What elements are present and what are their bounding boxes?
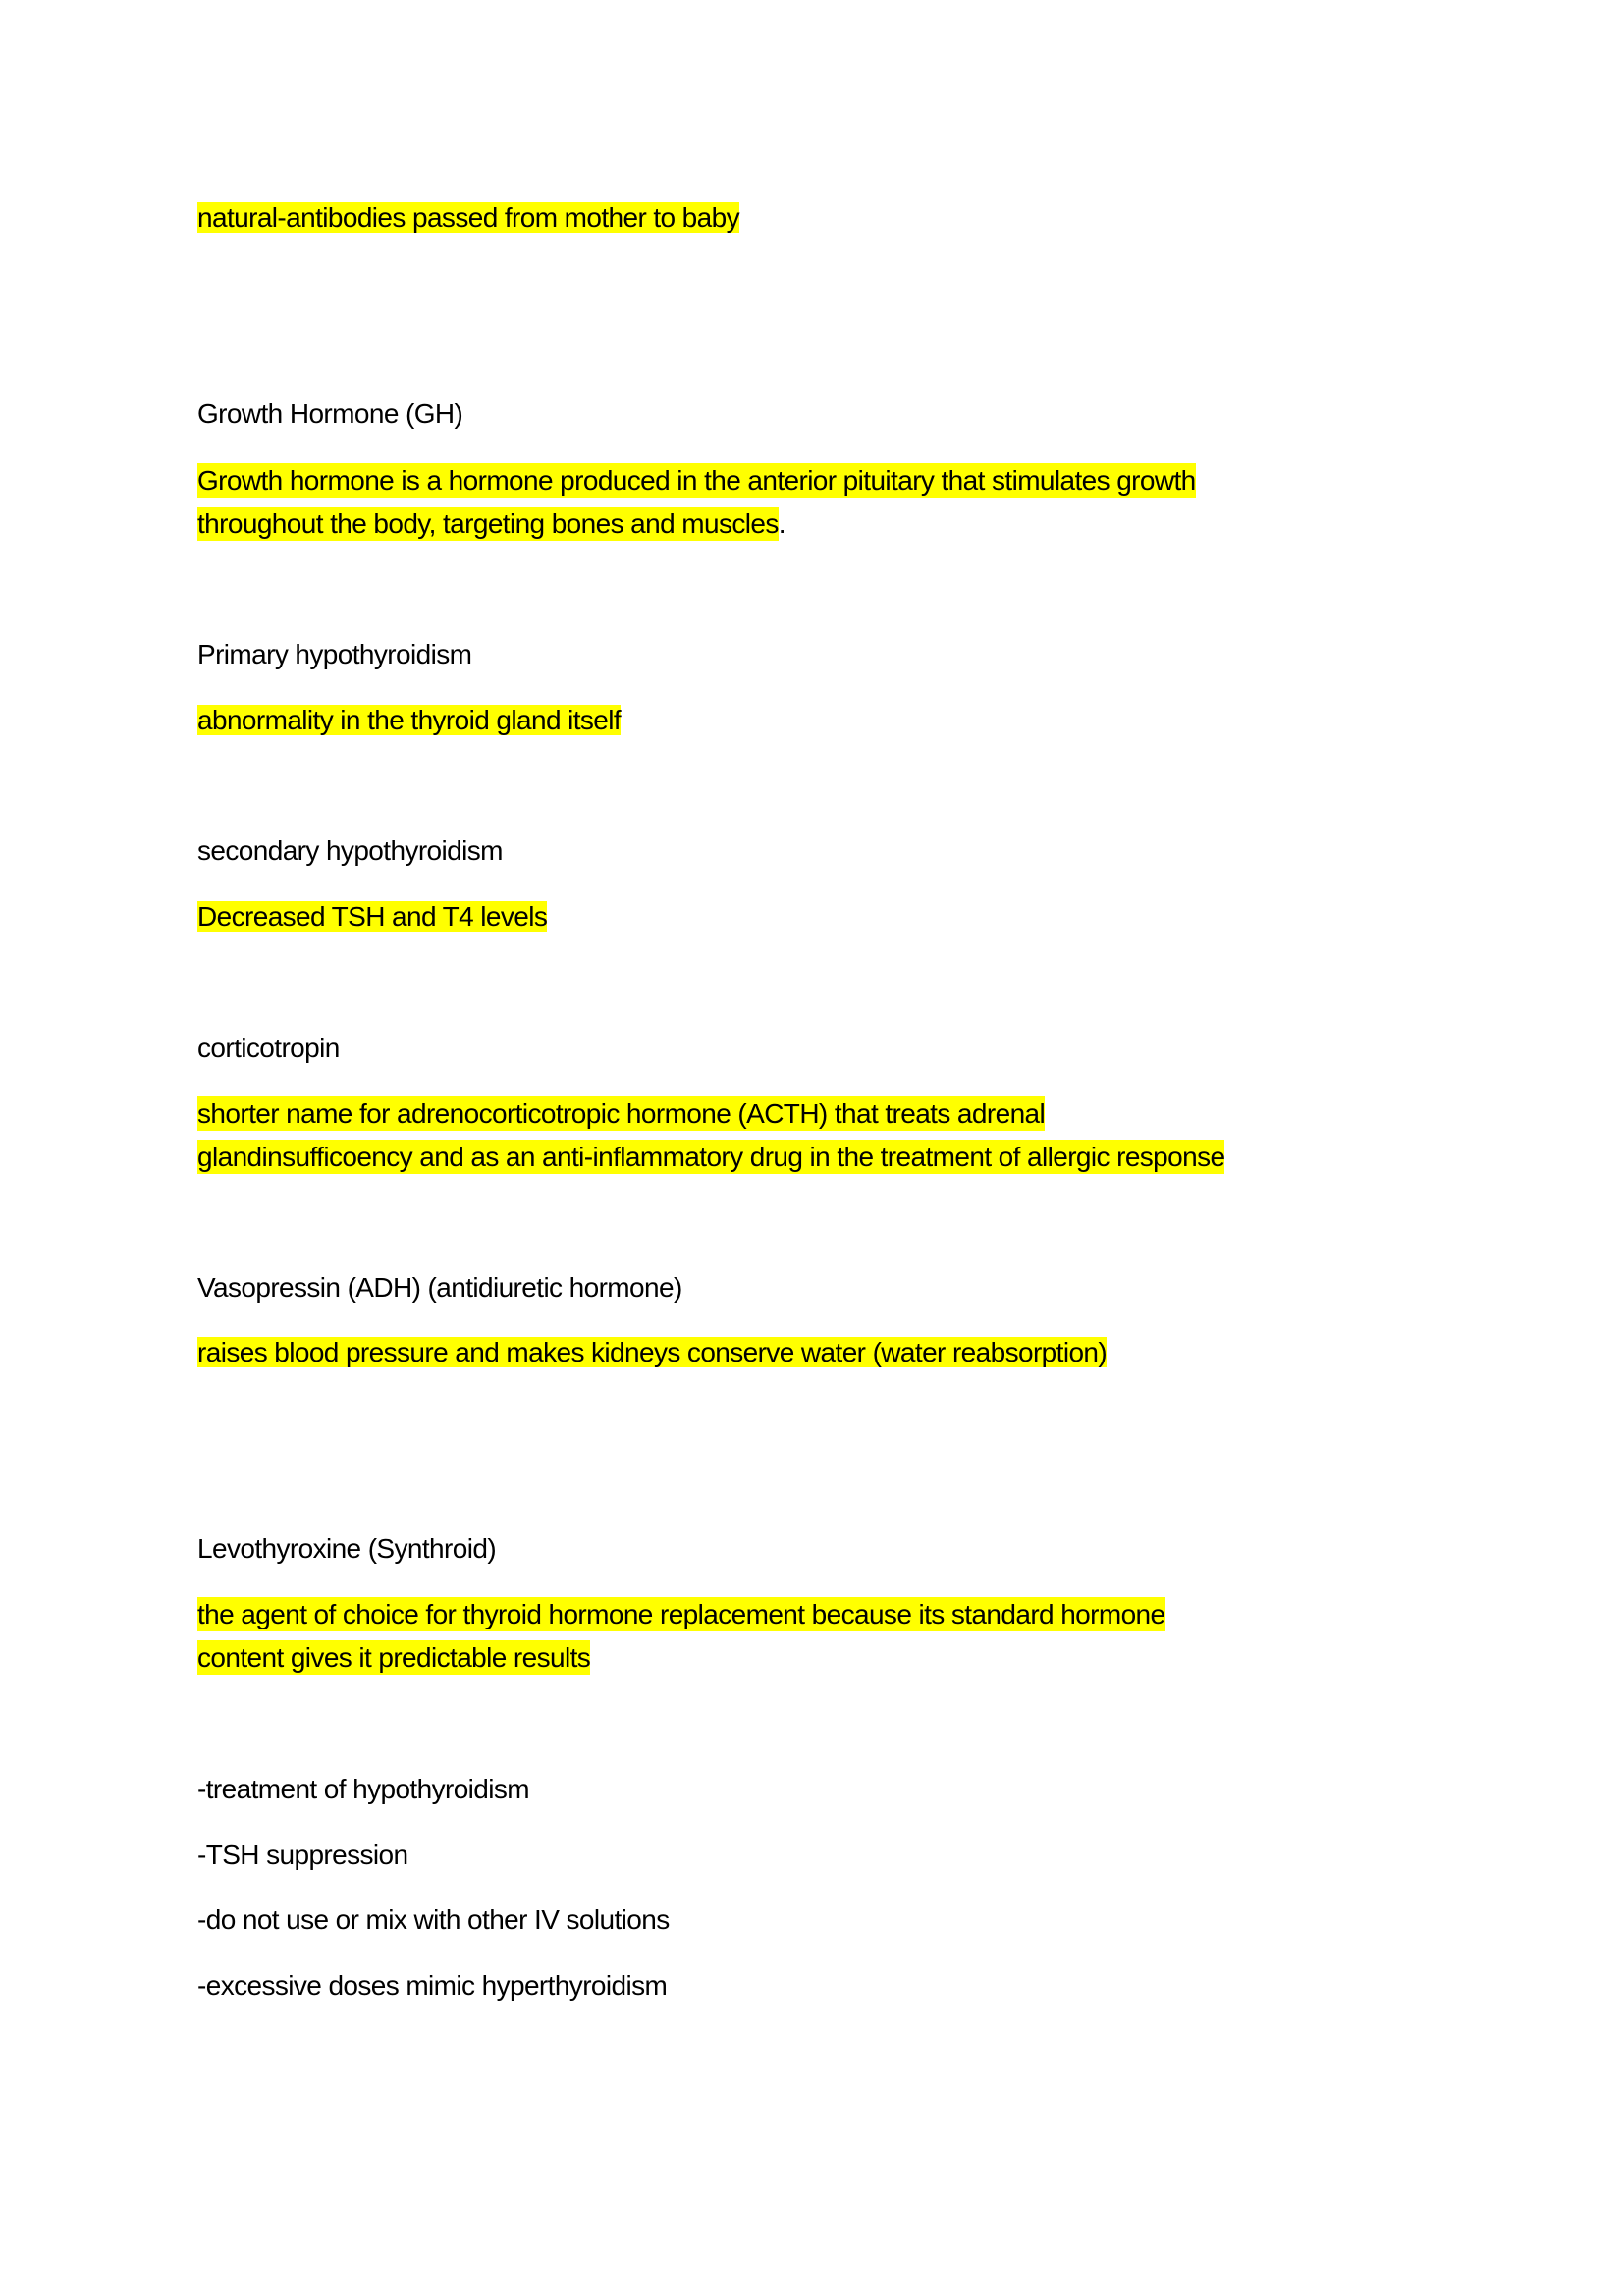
definition-secondary-hypothyroidism: Decreased TSH and T4 levels — [197, 901, 548, 932]
definition-natural-antibodies: natural-antibodies passed from mother to baby — [197, 202, 739, 233]
definition-vasopressin: raises blood pressure and makes kidneys conserve water (water reabsorption) — [197, 1337, 1108, 1367]
term-growth-hormone: Growth Hormone (GH) — [197, 399, 463, 429]
term-primary-hypothyroidism: Primary hypothyroidism — [197, 639, 472, 669]
note-treatment: -treatment of hypothyroidism — [197, 1774, 530, 1804]
term-corticotropin: corticotropin — [197, 1033, 340, 1063]
definition-corticotropin: shorter name for adrenocorticotropic hormone (ACTH) that treats adrenal glandinsufficoency and as an anti-inflammatory drug in the treatment of allergic response — [197, 1098, 1225, 1172]
note-excessive-doses: -excessive doses mimic hyperthyroidism — [197, 1970, 668, 2001]
term-secondary-hypothyroidism: secondary hypothyroidism — [197, 835, 503, 866]
definition-growth-hormone: Growth hormone is a hormone produced in the anterior pituitary that stimulates growth throughout the body, targeting bones and muscles. — [197, 465, 1196, 539]
definition-levothyroxine: the agent of choice for thyroid hormone replacement because its standard hormone content gives it predictable results — [197, 1599, 1165, 1673]
term-vasopressin: Vasopressin (ADH) (antidiuretic hormone) — [197, 1272, 682, 1303]
note-iv-solutions: -do not use or mix with other IV solutions — [197, 1904, 670, 1935]
definition-primary-hypothyroidism: abnormality in the thyroid gland itself — [197, 705, 622, 735]
note-tsh-suppression: -TSH suppression — [197, 1840, 408, 1870]
term-levothyroxine: Levothyroxine (Synthroid) — [197, 1533, 497, 1564]
